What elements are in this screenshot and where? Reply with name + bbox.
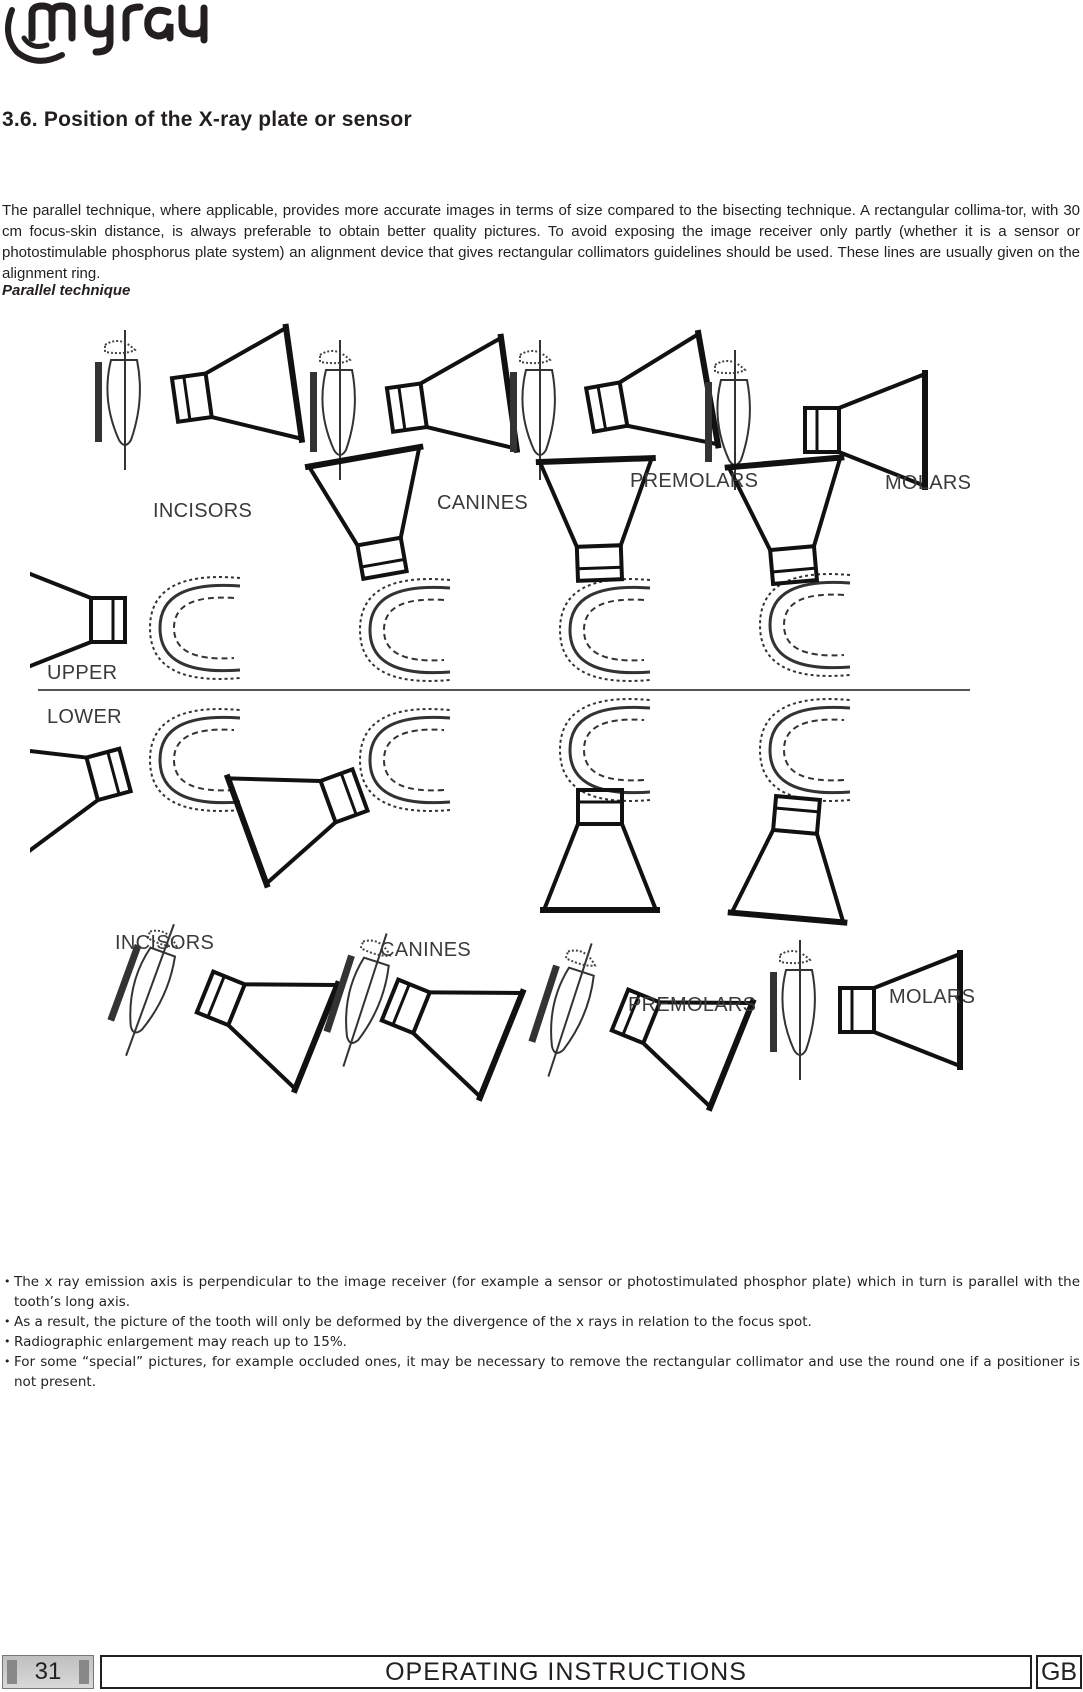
label-upper-incisors: INCISORS <box>153 500 253 522</box>
label-lower-jaw: LOWER <box>47 706 122 728</box>
page-footer <box>0 1655 1083 1692</box>
label-lower-canines: CANINES <box>380 939 472 961</box>
notes-list <box>2 1272 1080 1392</box>
lower-molars-diagram <box>770 940 815 1080</box>
label-upper-canines: CANINES <box>437 492 529 514</box>
upper-arch-incisors <box>150 577 240 679</box>
label-lower-molars: MOLARS <box>889 986 976 1008</box>
note-item: • As a result, the picture of the tooth will only be deformed by the divergence of the x rays in relation to the focus spot. <box>2 1312 1080 1332</box>
lower-arch-premolars <box>560 699 650 801</box>
lower-premolars-diagram <box>520 934 606 1081</box>
upper-arch-molars <box>760 574 850 676</box>
note-item: • The x ray emission axis is perpendicular to the image receiver (for example a sensor or photostimulated phosphor plate) which in turn is parallel with the tooth’s long axis. <box>2 1272 1080 1312</box>
upper-arch-canines <box>360 579 450 681</box>
label-upper-molars: MOLARS <box>885 472 972 494</box>
lower-arch-molars <box>760 699 850 801</box>
note-item: • Radiographic enlargement may reach up to 15%. <box>2 1332 1080 1352</box>
footer-title: OPERATING INSTRUCTIONS <box>100 1655 1032 1689</box>
subheading-parallel-technique: Parallel technique <box>2 282 131 299</box>
label-upper-jaw: UPPER <box>47 662 118 684</box>
label-lower-premolars: PREMOLARS <box>628 994 757 1016</box>
lower-arch-incisors <box>150 709 240 811</box>
parallel-technique-figure <box>30 320 1060 1210</box>
section-title: 3.6. Position of the X-ray plate or sensor <box>2 108 412 131</box>
upper-incisors-diagram <box>95 324 302 470</box>
myray-logo <box>2 0 212 70</box>
page-number: 31 <box>2 1655 94 1689</box>
upper-arch-premolars <box>560 579 650 681</box>
note-item: • For some “special” pictures, for example occluded ones, it may be necessary to remove the rectangular collimator and use the round one if a positioner is not present. <box>2 1352 1080 1392</box>
intro-paragraph: The parallel technique, where applicable, provides more accurate images in terms of size compared to the bisecting technique. A rectangular collima-tor, with 30 cm focus-skin distance, is always preferable to obtain better quality pictures. To avoid exposing the image receiver only partly (whether it is a sensor or photostimulable phosphorus plate system) an alignment device that gives rectangular collimators guidelines should be used. These lines are usually given on the alignment ring. <box>2 202 1080 282</box>
language-code: GB <box>1036 1655 1082 1689</box>
parallel-technique-illustration <box>30 320 1060 1210</box>
label-lower-incisors: INCISORS <box>115 932 215 954</box>
lower-arch-canines <box>360 709 450 811</box>
label-upper-premolars: PREMOLARS <box>630 470 759 492</box>
